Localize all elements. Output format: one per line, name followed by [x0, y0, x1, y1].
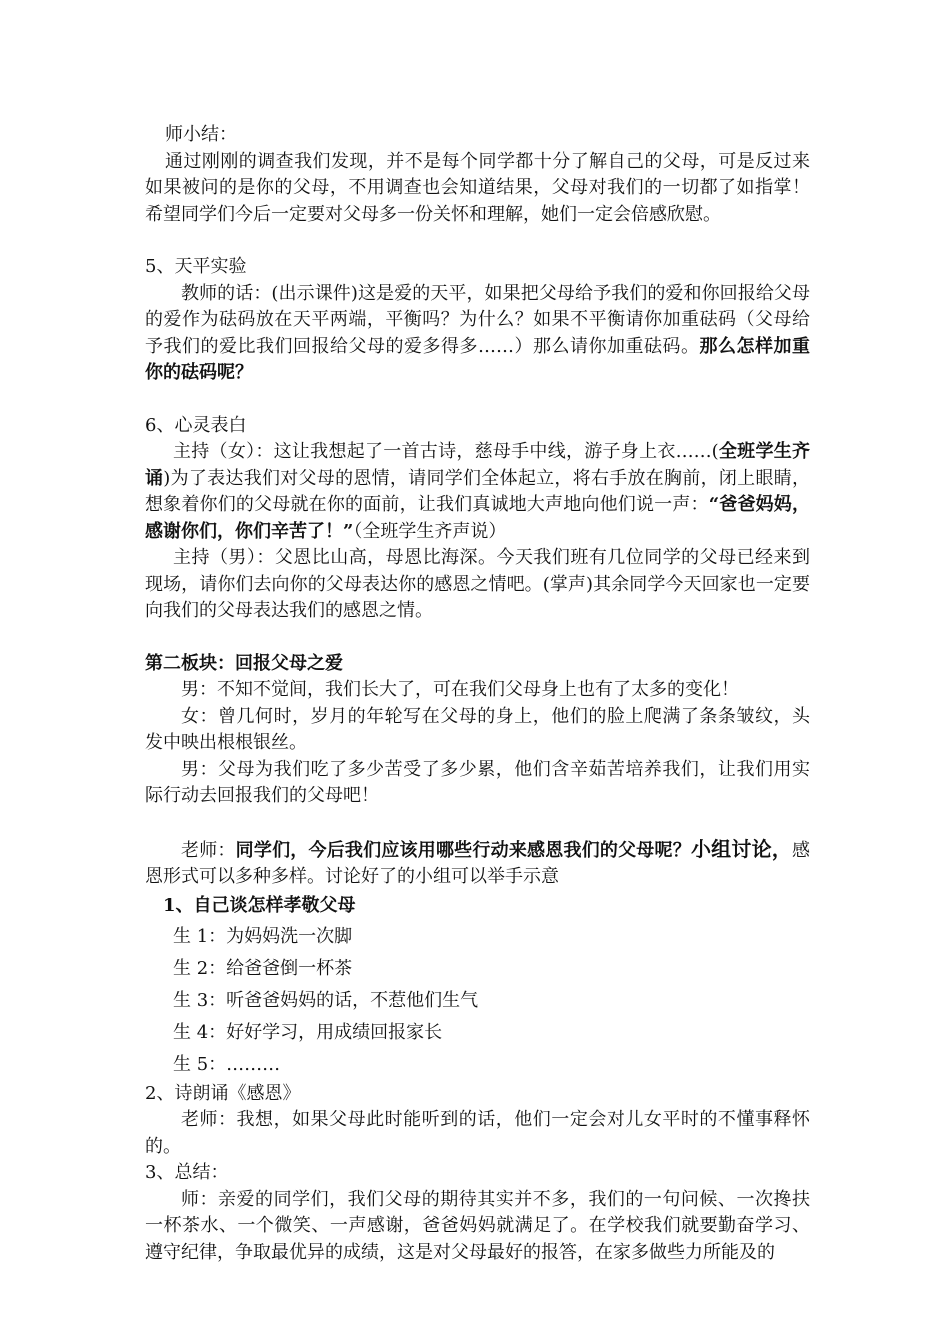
block-2-male-line-1: 男：不知不觉间，我们长大了，可在我们父母身上也有了太多的变化！	[181, 679, 739, 700]
section-6-host-female-paragraph: 主持（女）：这让我想起了一首古诗，慈母手中线，游子身上衣……(全班学生齐诵)为了表达我们对父母的恩情，请同学们全体起立，将右手放在胸前，闭上眼睛，想象着你们的父母就在你的面前，让我们真诚地大声地向他们说一声：“爸爸妈妈，感谢你们，你们辛苦了！”（全班学生齐声说）	[145, 441, 810, 542]
item-2-heading: 2、诗朗诵《感恩》	[145, 1082, 301, 1104]
student-answer-5: 生 5：………	[173, 1053, 281, 1075]
item-3-heading: 3、总结：	[145, 1162, 229, 1183]
section-6-host-male-paragraph: 主持（男）：父恩比山高，母恩比海深。今天我们班有几位同学的父母已经来到现场，请你们去向你的父母表达你的感恩之情吧。(掌声)其余同学今天回家也一定要向我们的父母表达我们的感恩之情。	[145, 547, 810, 621]
block-2-heading: 第二板块：回报父母之爱	[145, 652, 343, 674]
block-2-female-line: 女：曾几何时，岁月的年轮写在父母的身上，他们的脸上爬满了条条皱纹，头发中映出根根银丝。	[145, 705, 810, 753]
item-3-paragraph: 师：亲爱的同学们，我们父母的期待其实并不多，我们的一句问候、一次搀扶一杯茶水、一个微笑、一声感谢，爸爸妈妈就满足了。在学校我们就要勤奋学习、遵守纪律，争取最优异的成绩，这是对父母最好的报答，在家多做些力所能及的	[145, 1188, 810, 1263]
student-answer-2: 生 2：给爸爸倒一杯茶	[173, 957, 353, 979]
teacher-summary-heading: 师小结：	[165, 124, 237, 145]
student-answer-1: 生 1：为妈妈洗一次脚	[173, 925, 353, 947]
section-5-paragraph: 教师的话：(出示课件)这是爱的天平，如果把父母给予我们的爱和你回报给父母的爱作为砝码放在天平两端，平衡吗？为什么？如果不平衡请你加重砝码（父母给予我们的爱比我们回报给父母的爱多得多……）那么请你加重砝码。那么怎样加重你的砝码呢？	[145, 282, 810, 383]
student-answer-4: 生 4：好好学习，用成绩回报家长	[173, 1021, 443, 1043]
section-5-heading: 5、天平实验	[145, 256, 247, 277]
document-body	[145, 122, 810, 1266]
teacher-question-paragraph: 老师：同学们，今后我们应该用哪些行动来感恩我们的父母呢？小组讨论，感恩形式可以多种多样。讨论好了的小组可以举手示意	[145, 836, 811, 887]
block-2-male-line-2: 男：父母为我们吃了多少苦受了多少累，他们含辛茹苦培养我们，让我们用实际行动去回报我们的父母吧！	[145, 758, 810, 806]
teacher-summary-paragraph: 通过刚刚的调查我们发现，并不是每个同学都十分了解自己的父母，可是反过来如果被问的是你的父母，不用调查也会知道结果，父母对我们的一切都了如指掌！希望同学们今后一定要对父母多一份关怀和理解，她们一定会倍感欣慰。	[145, 150, 810, 225]
item-2-paragraph: 老师：我想，如果父母此时能听到的话，他们一定会对儿女平时的不懂事释怀的。	[145, 1109, 810, 1157]
student-answer-3: 生 3：听爸爸妈妈的话，不惹他们生气	[173, 989, 479, 1011]
item-1-heading: 1、自己谈怎样孝敬父母	[163, 894, 356, 916]
section-6-heading: 6、心灵表白	[145, 414, 247, 436]
